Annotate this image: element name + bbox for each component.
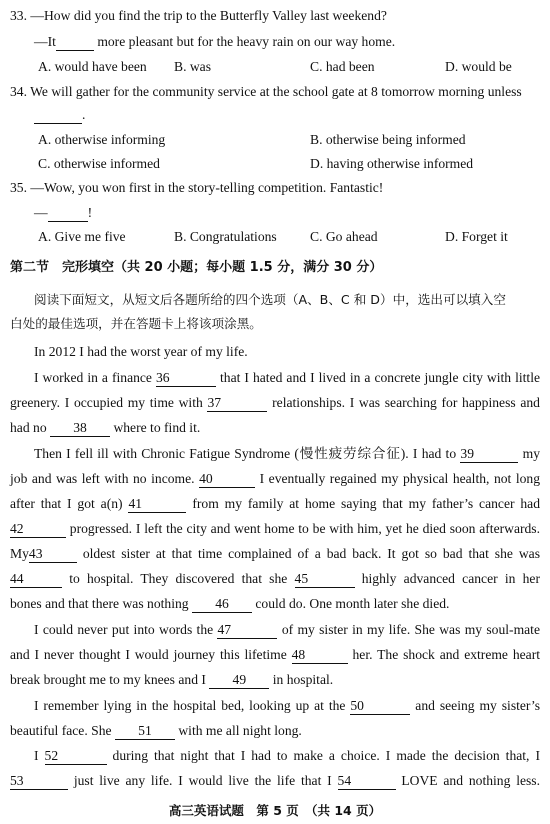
blank-50: 50 <box>350 699 410 715</box>
passage-line-2: I worked in a finance 36 that I hated and I lived in a concrete jungle city with little <box>34 370 540 385</box>
blank-43: 43 <box>29 547 77 563</box>
passage-line-7: after that I got a(n) 41 from my family at home saying that my father’s cancer had <box>10 496 541 511</box>
q33-blank <box>56 35 94 51</box>
q34-blank-line: . <box>34 107 85 124</box>
q34-stem: 34. We will gather for the community service at the school gate at 8 tomorrow morning unless <box>10 84 522 99</box>
blank-46: 46 <box>192 597 252 613</box>
passage-line-14: break brought me to my knees and I 49 in hospital. <box>10 672 334 687</box>
section-instructions-1: 阅读下面短文，从短文后各题所给的四个选项（A、B、C 和 D）中，选出可以填入空 <box>34 292 506 307</box>
blank-39: 39 <box>460 447 518 463</box>
blank-38: 38 <box>50 421 110 437</box>
passage-line-4: had no 38 where to find it. <box>10 420 201 435</box>
blank-49: 49 <box>209 673 269 689</box>
passage-line-8: 42 progressed. I left the city and went home to be with him, yet he died soon afterwards. <box>10 521 540 536</box>
section-title: 第二节 完形填空（共 20 小题；每小题 1.5 分，满分 30 分） <box>10 260 383 275</box>
passage-line-10: 44 to hospital. They discovered that she 45 highly advanced cancer in her <box>10 571 540 586</box>
q33-option-a[interactable]: A. would have been <box>38 59 147 74</box>
passage-line-5: Then I fell ill with Chronic Fatigue Syndrome (慢性疲劳综合征). I had to 39 my <box>34 446 541 461</box>
q35-option-c[interactable]: C. Go ahead <box>310 229 378 244</box>
q33-stem: 33. —How did you find the trip to the Butterfly Valley last weekend? <box>10 8 387 23</box>
q34-blank <box>34 108 82 124</box>
q35-option-a[interactable]: A. Give me five <box>38 229 126 244</box>
passage-line-18: 53 just live any life. I would live the life that I 54 LOVE and nothing less. <box>10 773 540 788</box>
q33-reply: —It more pleasant but for the heavy rain on our way home. <box>34 34 396 49</box>
blank-53: 53 <box>10 774 68 790</box>
q33-option-c[interactable]: C. had been <box>310 59 375 74</box>
section-instructions-2: 白处的最佳选项，并在答题卡上将该项涂黑。 <box>10 316 262 331</box>
passage-line-3: greenery. I occupied my time with 37 relationships. I was searching for happiness and <box>10 395 540 410</box>
q33-option-d[interactable]: D. would be <box>445 59 512 74</box>
passage-line-13: and I never thought I would journey this lifetime 48 her. The shock and extreme heart <box>10 647 540 662</box>
blank-52: 52 <box>45 749 107 765</box>
q35-reply: — ! <box>34 205 93 220</box>
passage-line-6: job and was left with no income. 40 I eventually regained my physical health, not long <box>10 471 541 486</box>
blank-40: 40 <box>199 472 255 488</box>
q34-option-d[interactable]: D. having otherwise informed <box>310 156 474 171</box>
q35-option-d[interactable]: D. Forget it <box>445 229 508 244</box>
q35-blank <box>48 206 88 222</box>
q33-option-b[interactable]: B. was <box>174 59 212 74</box>
blank-47: 47 <box>217 623 277 639</box>
passage-line-15: I remember lying in the hospital bed, looking up at the 50 and seeing my sister’s <box>34 698 541 713</box>
passage-line-1: In 2012 I had the worst year of my life. <box>34 344 248 359</box>
blank-45: 45 <box>295 572 355 588</box>
blank-42: 42 <box>10 522 66 538</box>
passage-line-12: I could never put into words the 47 of my sister in my life. She was my soul-mate <box>34 622 540 637</box>
blank-44: 44 <box>10 572 62 588</box>
q34-option-c[interactable]: C. otherwise informed <box>38 156 160 171</box>
blank-41: 41 <box>128 497 186 513</box>
blank-51: 51 <box>115 724 175 740</box>
passage-line-11: bones and that there was nothing 46 could do. One month later she died. <box>10 596 450 611</box>
q34-option-b[interactable]: B. otherwise being informed <box>310 132 466 147</box>
page-footer: 高三英语试题 第 5 页 （共 14 页） <box>168 803 382 818</box>
passage-line-16: beautiful face. She 51 with me all night long. <box>10 723 302 738</box>
q35-stem: 35. —Wow, you won first in the story-telling competition. Fantastic! <box>10 180 384 195</box>
q34-option-a[interactable]: A. otherwise informing <box>38 132 166 147</box>
q35-option-b[interactable]: B. Congratulations <box>174 229 277 244</box>
passage-line-17: I 52 during that night that I had to make a choice. I made the decision that, I <box>34 748 540 763</box>
blank-48: 48 <box>292 648 348 664</box>
blank-37: 37 <box>207 396 267 412</box>
blank-36: 36 <box>156 371 216 387</box>
blank-54: 54 <box>338 774 396 790</box>
passage-line-9: My43 oldest sister at that time complained of a bad back. It got so bad that she was <box>10 546 540 561</box>
